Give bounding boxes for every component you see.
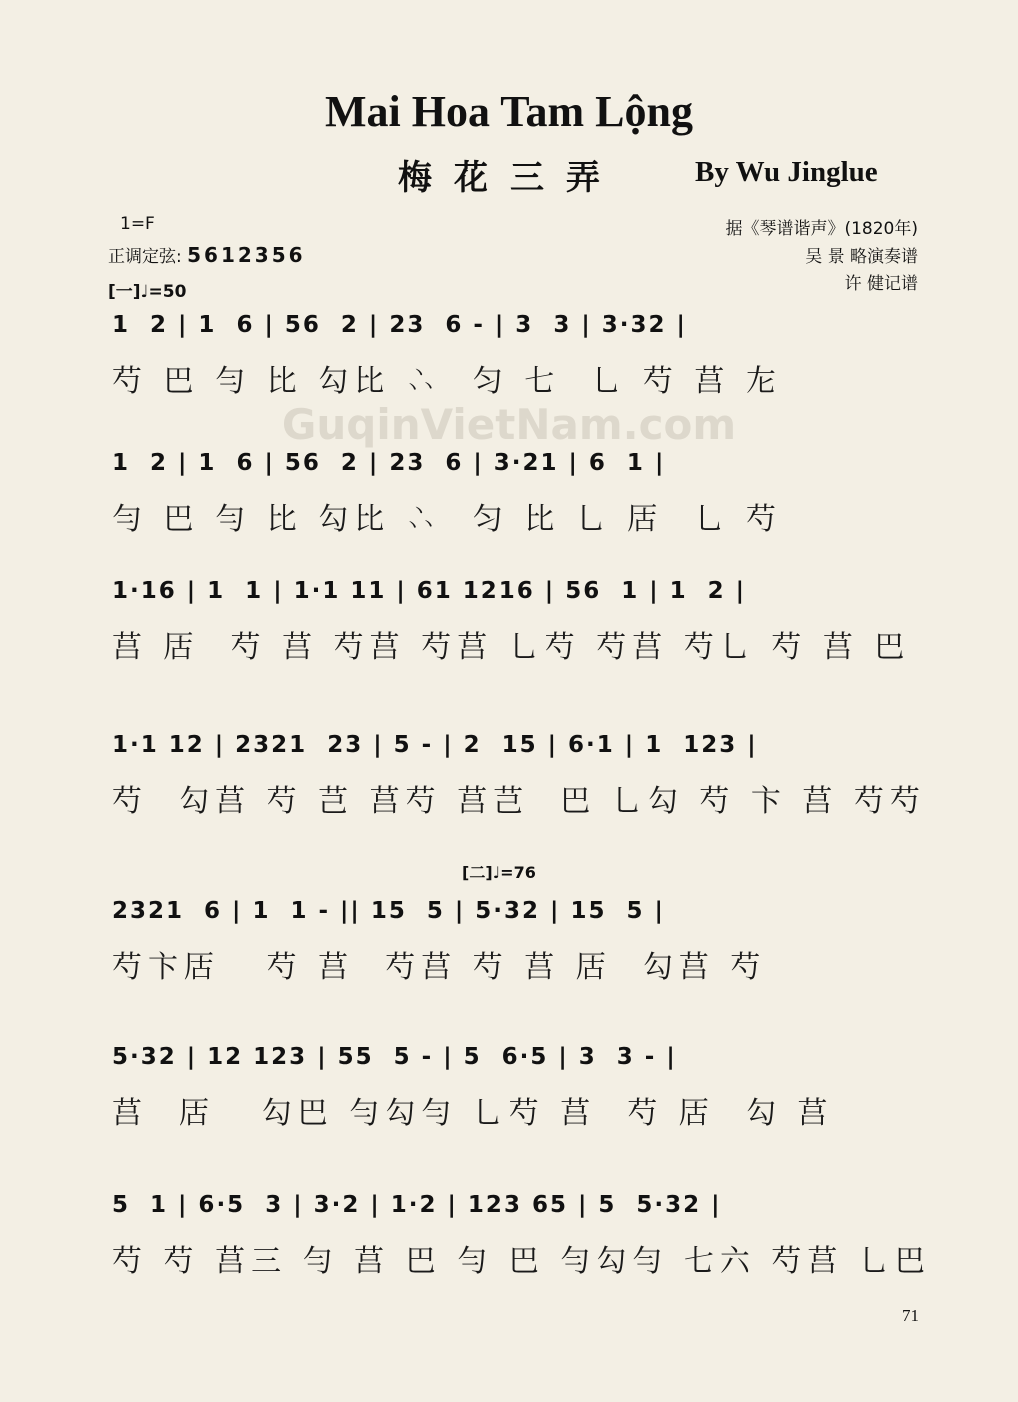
page-title: Mai Hoa Tam Lộng [325,87,693,136]
tempo-marking-1: [一]♩=50 [108,282,187,302]
tuning-notes: 5612356 [187,243,306,267]
performer-credit: 吴 景 略演奏谱 [805,247,918,267]
tablature-line: 芍 芍 莒三 勻 莒 巴 勻 巴 勻勾勻 七六 芍莒 乚巴 [112,1244,931,1279]
tablature-line: 芍 勾莒 芍 芑 莒芍 莒芑 巴 乚勾 芍 卞 莒 芍芍 [112,784,926,819]
notation-line: 1 2 | 1 6 | 56 2 | 23 6 - | 3 3 | 3·32 | [112,312,687,338]
notation-line: 5 1 | 6·5 3 | 3·2 | 1·2 | 123 65 | 5 5·32 | [112,1192,722,1218]
watermark: GuqinVietNam.com [281,400,737,449]
notation-line: 5·32 | 12 123 | 55 5 - | 5 6·5 | 3 3 - | [112,1044,677,1070]
tuning-label: 正调定弦: [108,247,182,267]
tempo-marking-2: [二]♩=76 [462,863,536,882]
notation-line: 1 2 | 1 6 | 56 2 | 23 6 | 3·21 | 6 1 | [112,450,666,476]
tuning-row [108,242,306,267]
tablature-line: 芍卞㕆 芍 莒 芍莒 芍 莒 㕆 勾莒 芍 [112,950,767,985]
notation-line: 2321 6 | 1 1 - || 15 5 | 5·32 | 15 5 | [112,898,665,924]
page-number: 71 [902,1306,919,1325]
author-credit: By Wu Jinglue [695,156,878,188]
source-credit: 据《琴谱谐声》(1820年) [725,219,918,239]
chinese-title: 梅花三弄 [398,158,622,198]
tablature-line: 莒 㕆 勾巴 勻勾勻 乚芍 莒 芍 㕆 勾 莒 [112,1096,834,1131]
transcriber-credit: 许 健记谱 [844,274,918,294]
tablature-line: 莒 㕆 芍 莒 芍莒 芍莒 乚芍 芍莒 芍乚 芍 莒 巴 [112,630,911,665]
notation-line: 1·16 | 1 1 | 1·1 11 | 61 1216 | 56 1 | 1 2 | [112,578,747,604]
key-signature: 1=F [120,214,155,234]
tablature-line: 勻 巴 勻 比 勾比 𠁼 匀 比 乚 㕆 乚 芍 [112,502,782,537]
tablature-line: 芍 巴 勻 比 勾比 𠁼 匀 七 乚 芍 莒 㔫 [112,364,782,399]
notation-line: 1·1 12 | 2321 23 | 5 - | 2 15 | 6·1 | 1 123 | [112,732,758,758]
